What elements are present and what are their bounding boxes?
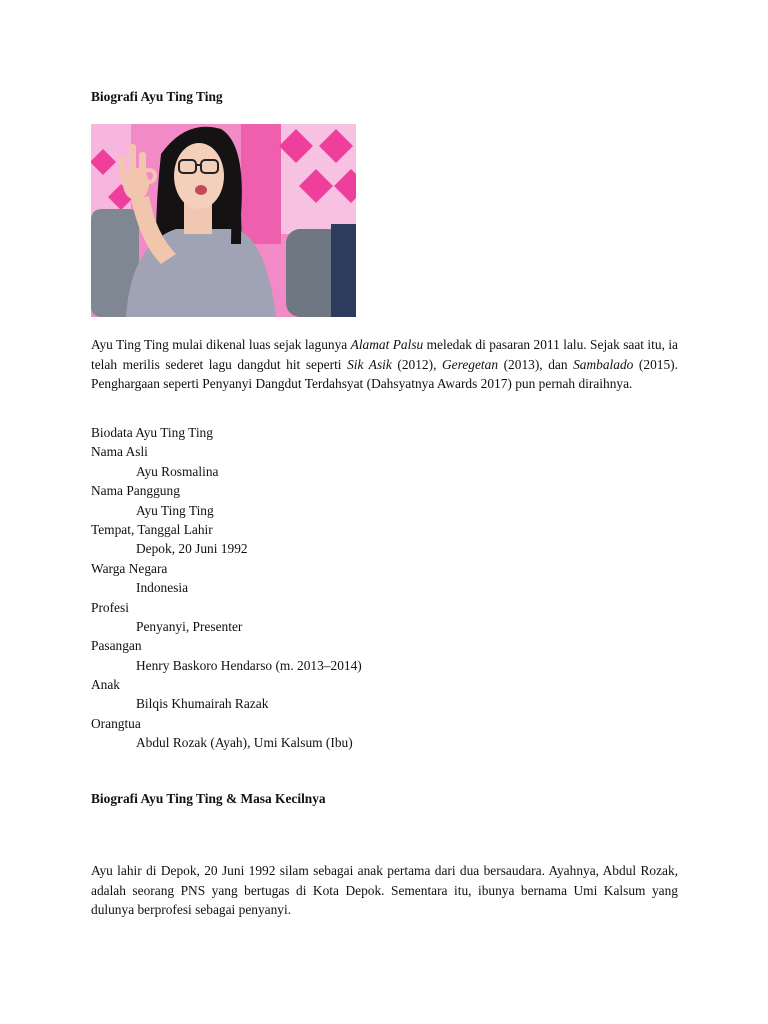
field-value: Abdul Rozak (Ayah), Umi Kalsum (Ibu)	[136, 735, 353, 751]
childhood-paragraph: Ayu lahir di Depok, 20 Juni 1992 silam sebagai anak pertama dari dua bersaudara. Ayahnya, Abdul Rozak, adalah seorang PNS yang bertugas di Kota Depok. Sementara itu, ibunya bernama Umi Kalsum yang dulunya berprofesi sebagai penyanyi.	[91, 863, 678, 917]
field-value: Ayu Rosmalina	[136, 463, 219, 479]
section-heading-masa-kecil: Biografi Ayu Ting Ting & Masa Kecilnya	[91, 791, 326, 806]
song-title-geregetan: Geregetan	[442, 356, 499, 372]
portrait-photo-icon	[91, 124, 356, 317]
portrait-photo	[91, 124, 356, 317]
field-value: Bilqis Khumairah Razak	[136, 696, 269, 712]
biodata-list	[91, 423, 591, 753]
field-label: Profesi	[91, 599, 129, 615]
field-label: Tempat, Tanggal Lahir	[91, 521, 213, 537]
field-label: Nama Asli	[91, 444, 148, 460]
field-label: Warga Negara	[91, 560, 168, 576]
song-title-sambalado: Sambalado	[573, 356, 634, 372]
field-value: Depok, 20 Juni 1992	[136, 541, 248, 557]
field-label: Nama Panggung	[91, 483, 180, 499]
song-title-sik-asik: Sik Asik	[347, 356, 392, 372]
biodata-title: Biodata Ayu Ting Ting	[91, 425, 213, 440]
field-value: Indonesia	[136, 580, 189, 596]
intro-paragraph: Ayu Ting Ting mulai dikenal luas sejak lagunya Alamat Palsu meledak di pasaran 2011 lalu. Sejak saat itu, ia telah merilis sederet lagu dangdut hit seperti Sik Asik (2012), Geregetan (2013), dan Sambalado (2015). Penghargaan seperti Penyanyi Dangdut Terdahsyat (Dahsyatnya Awards 2017) pun pernah diraihnya.	[91, 337, 678, 391]
field-label: Orangtua	[91, 715, 141, 731]
field-value: Penyanyi, Presenter	[136, 618, 243, 634]
field-label: Anak	[91, 677, 121, 693]
field-label: Pasangan	[91, 638, 142, 654]
section-heading-biografi: Biografi Ayu Ting Ting	[91, 89, 223, 104]
field-value: Ayu Ting Ting	[136, 502, 214, 518]
song-title-alamat-palsu: Alamat Palsu	[350, 337, 424, 352]
field-value: Henry Baskoro Hendarso (m. 2013–2014)	[136, 657, 362, 673]
